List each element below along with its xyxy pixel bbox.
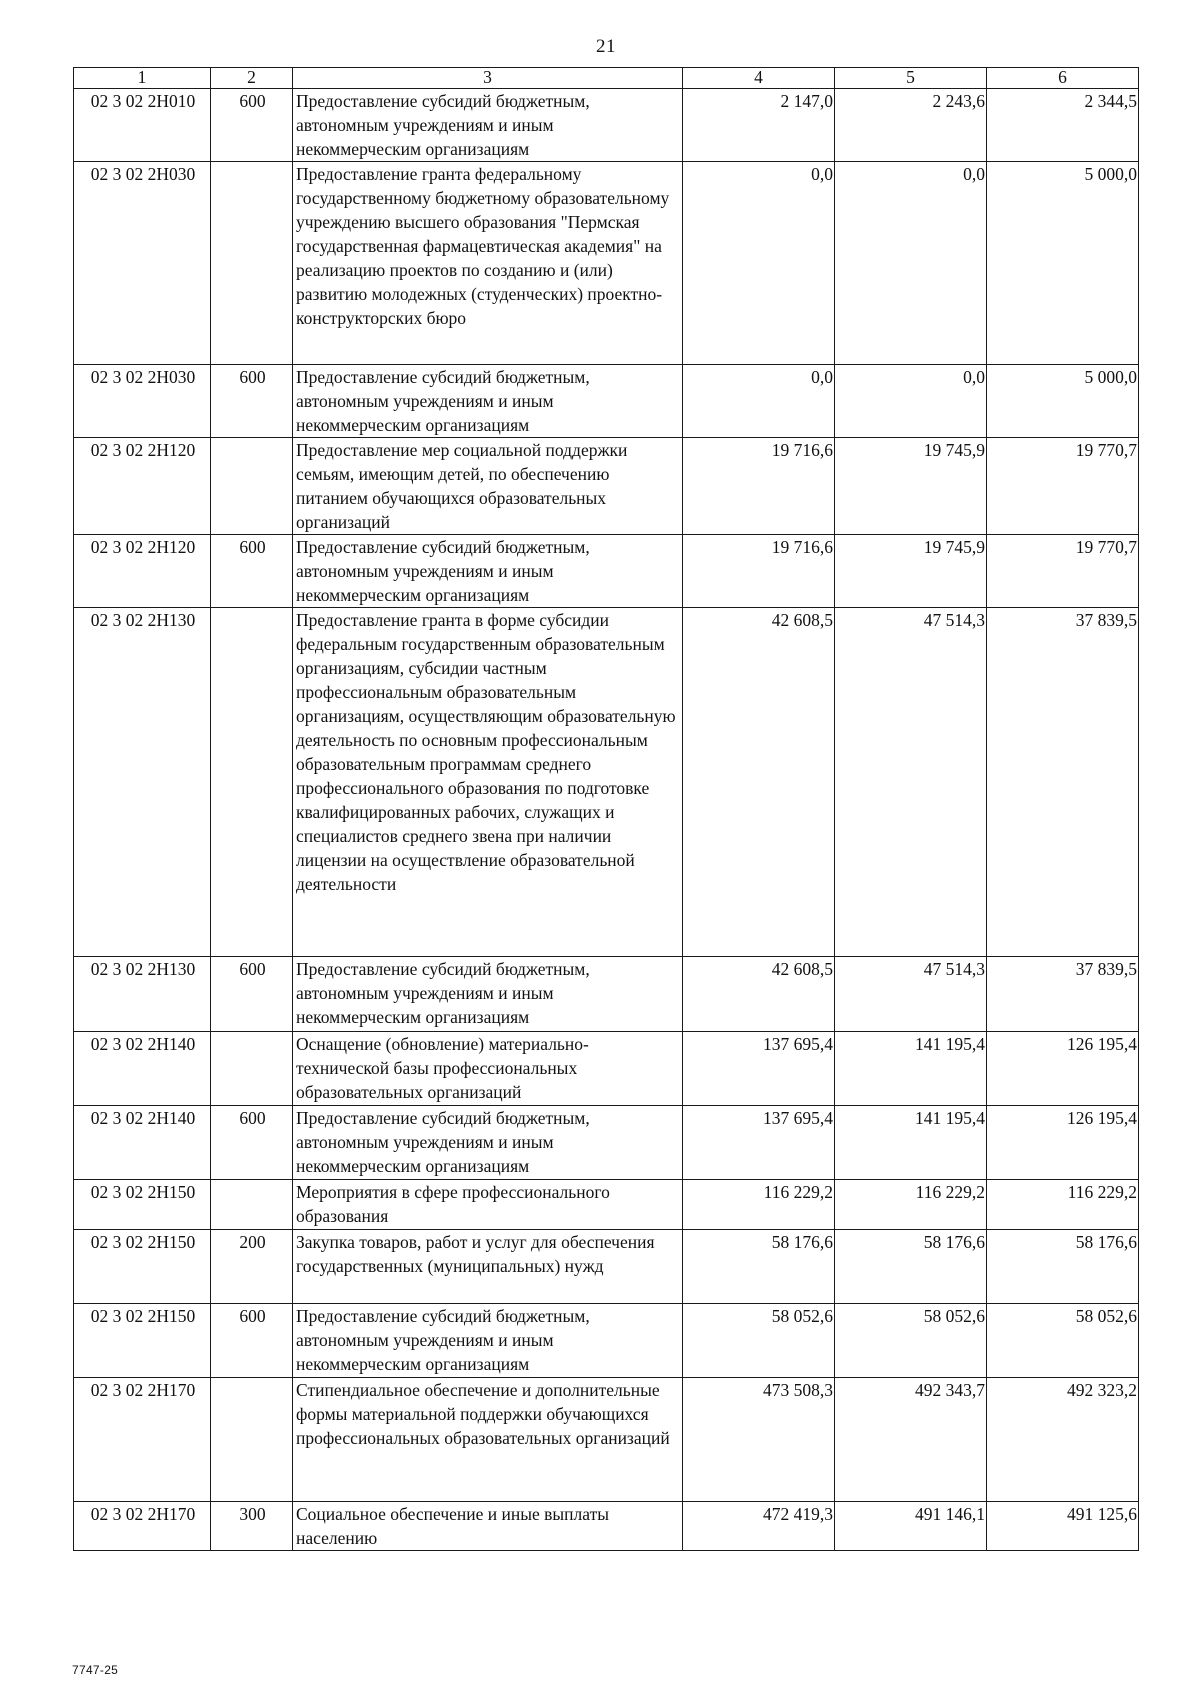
table-row bbox=[74, 608, 1139, 957]
cell-code: 02 3 02 2Н150 bbox=[74, 1180, 211, 1230]
page-number: 21 bbox=[596, 36, 616, 57]
cell-amount-col4: 2 147,0 bbox=[683, 89, 835, 162]
cell-code: 02 3 02 2Н030 bbox=[74, 365, 211, 438]
cell-code: 02 3 02 2Н150 bbox=[74, 1304, 211, 1378]
cell-code: 02 3 02 2Н120 bbox=[74, 438, 211, 535]
cell-amount-col4: 19 716,6 bbox=[683, 438, 835, 535]
cell-amount-col6: 126 195,4 bbox=[987, 1032, 1139, 1106]
cell-code: 02 3 02 2Н170 bbox=[74, 1378, 211, 1502]
cell-amount-col4: 116 229,2 bbox=[683, 1180, 835, 1230]
cell-name: Предоставление субсидий бюджетным, автономным учреждениям и иным некоммерческим организациям bbox=[293, 89, 683, 162]
document-id: 7747-25 bbox=[72, 1663, 119, 1677]
cell-amount-col5: 2 243,6 bbox=[835, 89, 987, 162]
cell-expense-type: 600 bbox=[211, 957, 293, 1032]
table-row bbox=[74, 1304, 1139, 1378]
cell-expense-type bbox=[211, 438, 293, 535]
cell-code: 02 3 02 2Н150 bbox=[74, 1230, 211, 1304]
cell-expense-type bbox=[211, 1180, 293, 1230]
cell-amount-col6: 37 839,5 bbox=[987, 957, 1139, 1032]
cell-amount-col6: 37 839,5 bbox=[987, 608, 1139, 957]
header-col-6: 6 bbox=[987, 68, 1139, 89]
table-row bbox=[74, 438, 1139, 535]
header-col-1: 1 bbox=[74, 68, 211, 89]
cell-amount-col4: 42 608,5 bbox=[683, 608, 835, 957]
cell-code: 02 3 02 2Н030 bbox=[74, 162, 211, 365]
cell-expense-type: 300 bbox=[211, 1502, 293, 1551]
table-row bbox=[74, 1180, 1139, 1230]
cell-name: Предоставление мер социальной поддержки семьям, имеющим детей, по обеспечению питанием обучающихся образовательных организаций bbox=[293, 438, 683, 535]
cell-amount-col5: 0,0 bbox=[835, 162, 987, 365]
cell-amount-col5: 116 229,2 bbox=[835, 1180, 987, 1230]
cell-amount-col6: 58 052,6 bbox=[987, 1304, 1139, 1378]
cell-amount-col4: 58 052,6 bbox=[683, 1304, 835, 1378]
cell-expense-type: 600 bbox=[211, 535, 293, 608]
cell-amount-col5: 492 343,7 bbox=[835, 1378, 987, 1502]
cell-expense-type: 600 bbox=[211, 1106, 293, 1180]
table-body bbox=[74, 89, 1139, 1551]
cell-code: 02 3 02 2Н010 bbox=[74, 89, 211, 162]
table-row bbox=[74, 535, 1139, 608]
cell-expense-type bbox=[211, 162, 293, 365]
cell-expense-type: 600 bbox=[211, 365, 293, 438]
cell-amount-col4: 42 608,5 bbox=[683, 957, 835, 1032]
cell-amount-col5: 141 195,4 bbox=[835, 1106, 987, 1180]
cell-name: Социальное обеспечение и иные выплаты населению bbox=[293, 1502, 683, 1551]
cell-expense-type: 600 bbox=[211, 1304, 293, 1378]
budget-table bbox=[73, 67, 1139, 1551]
cell-name: Предоставление субсидий бюджетным, автономным учреждениям и иным некоммерческим организациям bbox=[293, 1106, 683, 1180]
cell-amount-col6: 116 229,2 bbox=[987, 1180, 1139, 1230]
cell-amount-col6: 126 195,4 bbox=[987, 1106, 1139, 1180]
cell-name: Предоставление гранта в форме субсидии федеральным государственным образовательным организациям, субсидии частным профессиональным образовательным организациям, осуществляющим образовательную деятельность по основным профессиональным образовательным программам среднего профессионального образования по подготовке квалифицированных рабочих, служащих и специалистов среднего звена при наличии лицензии на осуществление образовательной деятельности bbox=[293, 608, 683, 957]
table-row bbox=[74, 89, 1139, 162]
table-row bbox=[74, 1230, 1139, 1304]
header-col-4: 4 bbox=[683, 68, 835, 89]
cell-name: Закупка товаров, работ и услуг для обеспечения государственных (муниципальных) нужд bbox=[293, 1230, 683, 1304]
cell-amount-col4: 19 716,6 bbox=[683, 535, 835, 608]
cell-amount-col5: 47 514,3 bbox=[835, 957, 987, 1032]
cell-expense-type bbox=[211, 608, 293, 957]
header-col-5: 5 bbox=[835, 68, 987, 89]
header-col-3: 3 bbox=[293, 68, 683, 89]
cell-name: Предоставление субсидий бюджетным, автономным учреждениям и иным некоммерческим организациям bbox=[293, 535, 683, 608]
cell-amount-col5: 141 195,4 bbox=[835, 1032, 987, 1106]
table-row bbox=[74, 1502, 1139, 1551]
cell-amount-col5: 19 745,9 bbox=[835, 438, 987, 535]
cell-amount-col6: 19 770,7 bbox=[987, 535, 1139, 608]
cell-code: 02 3 02 2Н130 bbox=[74, 957, 211, 1032]
cell-amount-col4: 58 176,6 bbox=[683, 1230, 835, 1304]
cell-expense-type bbox=[211, 1378, 293, 1502]
cell-amount-col6: 492 323,2 bbox=[987, 1378, 1139, 1502]
cell-amount-col6: 5 000,0 bbox=[987, 365, 1139, 438]
cell-code: 02 3 02 2Н120 bbox=[74, 535, 211, 608]
cell-amount-col5: 58 176,6 bbox=[835, 1230, 987, 1304]
cell-amount-col5: 19 745,9 bbox=[835, 535, 987, 608]
cell-amount-col6: 2 344,5 bbox=[987, 89, 1139, 162]
cell-name: Предоставление субсидий бюджетным, автономным учреждениям и иным некоммерческим организациям bbox=[293, 957, 683, 1032]
cell-amount-col6: 491 125,6 bbox=[987, 1502, 1139, 1551]
cell-code: 02 3 02 2Н140 bbox=[74, 1106, 211, 1180]
cell-name: Мероприятия в сфере профессионального образования bbox=[293, 1180, 683, 1230]
cell-code: 02 3 02 2Н140 bbox=[74, 1032, 211, 1106]
cell-amount-col5: 47 514,3 bbox=[835, 608, 987, 957]
cell-name: Предоставление субсидий бюджетным, автономным учреждениям и иным некоммерческим организациям bbox=[293, 1304, 683, 1378]
table-row bbox=[74, 162, 1139, 365]
cell-amount-col4: 137 695,4 bbox=[683, 1106, 835, 1180]
cell-amount-col4: 472 419,3 bbox=[683, 1502, 835, 1551]
cell-name: Предоставление субсидий бюджетным, автономным учреждениям и иным некоммерческим организациям bbox=[293, 365, 683, 438]
header-col-2: 2 bbox=[211, 68, 293, 89]
cell-expense-type: 200 bbox=[211, 1230, 293, 1304]
cell-name: Оснащение (обновление) материально-технической базы профессиональных образовательных организаций bbox=[293, 1032, 683, 1106]
cell-amount-col5: 491 146,1 bbox=[835, 1502, 987, 1551]
cell-code: 02 3 02 2Н130 bbox=[74, 608, 211, 957]
table-row bbox=[74, 957, 1139, 1032]
cell-amount-col4: 137 695,4 bbox=[683, 1032, 835, 1106]
cell-amount-col6: 19 770,7 bbox=[987, 438, 1139, 535]
header-row bbox=[74, 68, 1139, 89]
cell-amount-col4: 0,0 bbox=[683, 365, 835, 438]
table-row bbox=[74, 1032, 1139, 1106]
table-row bbox=[74, 1378, 1139, 1502]
cell-name: Стипендиальное обеспечение и дополнительные формы материальной поддержки обучающихся профессиональных образовательных организаций bbox=[293, 1378, 683, 1502]
cell-expense-type bbox=[211, 1032, 293, 1106]
cell-amount-col5: 58 052,6 bbox=[835, 1304, 987, 1378]
cell-amount-col6: 58 176,6 bbox=[987, 1230, 1139, 1304]
table-row bbox=[74, 365, 1139, 438]
cell-amount-col6: 5 000,0 bbox=[987, 162, 1139, 365]
cell-name: Предоставление гранта федеральному государственному бюджетному образовательному учреждению высшего образования "Пермская государственная фармацевтическая академия" на реализацию проектов по созданию и (или) развитию молодежных (студенческих) проектно-конструкторских бюро bbox=[293, 162, 683, 365]
cell-amount-col4: 473 508,3 bbox=[683, 1378, 835, 1502]
cell-amount-col5: 0,0 bbox=[835, 365, 987, 438]
table-row bbox=[74, 1106, 1139, 1180]
cell-code: 02 3 02 2Н170 bbox=[74, 1502, 211, 1551]
cell-amount-col4: 0,0 bbox=[683, 162, 835, 365]
cell-expense-type: 600 bbox=[211, 89, 293, 162]
